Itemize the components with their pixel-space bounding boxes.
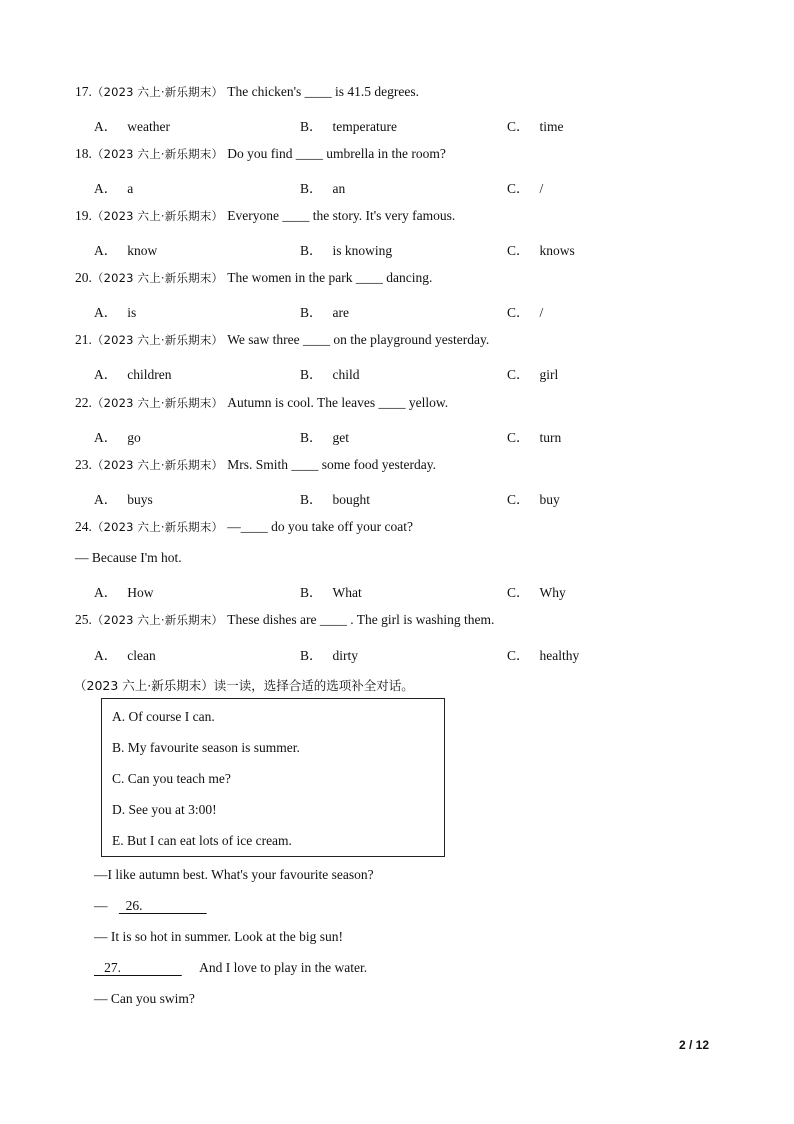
option-a[interactable]: A． is [94,305,137,320]
question-stem: Do you find ____ umbrella in the room? [227,146,446,161]
question-stem: Mrs. Smith ____ some food yesterday. [227,457,436,472]
question-21 [75,332,489,348]
answer-blank-26[interactable]: 26. [125,898,143,913]
question-22 [75,395,448,411]
option-c[interactable]: C． / [507,181,544,196]
question-source: （2023 六上·新乐期末） [91,520,224,534]
option-c[interactable]: C． Why [507,585,566,600]
box-option-d: D. See you at 3:00! [112,802,217,817]
section-header: （2023 六上·新乐期末）读一读，选择合适的选项补全对话。 [74,678,414,693]
question-source: （2023 六上·新乐期末） [91,396,224,410]
option-a[interactable]: A． a [94,181,134,196]
option-c[interactable]: C． / [507,305,544,320]
question-number: 23. [75,457,92,472]
question-source: （2023 六上·新乐期末） [91,209,224,223]
option-b[interactable]: B． temperature [300,119,397,134]
dialogue-line-4: 27. And I love to play in the water. [94,960,367,976]
question-17 [75,84,419,100]
question-number: 25. [75,612,92,627]
box-option-b: B. My favourite season is summer. [112,740,300,755]
question-stem: These dishes are ____ . The girl is washing them. [227,612,495,627]
option-a[interactable]: A． buys [94,492,153,507]
question-stem: The women in the park ____ dancing. [227,270,433,285]
question-stem: —____ do you take off your coat? [227,519,413,534]
option-b[interactable]: B． child [300,367,360,382]
question-stem: Autumn is cool. The leaves ____ yellow. [227,395,449,410]
option-a[interactable]: A． clean [94,648,156,663]
option-c[interactable]: C． healthy [507,648,580,663]
dialogue-line-1: —I like autumn best. What's your favourite season? [94,867,374,882]
question-19 [75,208,455,224]
question-number: 20. [75,270,92,285]
question-20 [75,270,432,286]
question-stem: The chicken's ____ is 41.5 degrees. [227,84,420,99]
option-b[interactable]: B． are [300,305,349,320]
dialogue-line-3: — It is so hot in summer. Look at the big sun! [94,929,343,944]
question-23 [75,457,436,473]
question-18 [75,146,446,162]
option-b[interactable]: B． What [300,585,362,600]
options-box [101,698,445,857]
box-option-a: A. Of course I can. [112,709,215,724]
option-b[interactable]: B． is knowing [300,243,393,258]
option-a[interactable]: A． children [94,367,172,382]
dialogue-line-5: — Can you swim? [94,991,195,1006]
option-c[interactable]: C． time [507,119,564,134]
option-b[interactable]: B． an [300,181,346,196]
question-source: （2023 六上·新乐期末） [91,333,224,347]
box-option-e: E. But I can eat lots of ice cream. [112,833,292,848]
question-number: 18. [75,146,92,161]
option-a[interactable]: A． go [94,430,141,445]
option-c[interactable]: C． turn [507,430,562,445]
option-a[interactable]: A． How [94,585,154,600]
question-24-answer-line: — Because I'm hot. [75,550,182,565]
question-stem: We saw three ____ on the playground yesterday. [227,332,490,347]
option-c[interactable]: C． girl [507,367,559,382]
question-stem: Everyone ____ the story. It's very famous. [227,208,456,223]
question-source: （2023 六上·新乐期末） [91,147,224,161]
question-number: 19. [75,208,92,223]
question-number: 21. [75,332,92,347]
question-source: （2023 六上·新乐期末） [91,613,224,627]
option-b[interactable]: B． dirty [300,648,359,663]
dialogue-line-2: — 26. [94,898,207,914]
option-a[interactable]: A． weather [94,119,170,134]
question-number: 17. [75,84,92,99]
option-a[interactable]: A． know [94,243,158,258]
question-source: （2023 六上·新乐期末） [91,85,224,99]
page-number: 2 / 12 [679,1038,710,1052]
answer-blank-27[interactable]: 27. [104,960,121,975]
option-b[interactable]: B． bought [300,492,371,507]
question-number: 24. [75,519,92,534]
option-c[interactable]: C． buy [507,492,560,507]
box-option-c: C. Can you teach me? [112,771,231,786]
question-source: （2023 六上·新乐期末） [91,271,224,285]
question-24 [75,519,413,535]
option-c[interactable]: C． knows [507,243,575,258]
option-b[interactable]: B． get [300,430,350,445]
question-number: 22. [75,395,92,410]
question-source: （2023 六上·新乐期末） [91,458,224,472]
question-25 [75,612,494,628]
